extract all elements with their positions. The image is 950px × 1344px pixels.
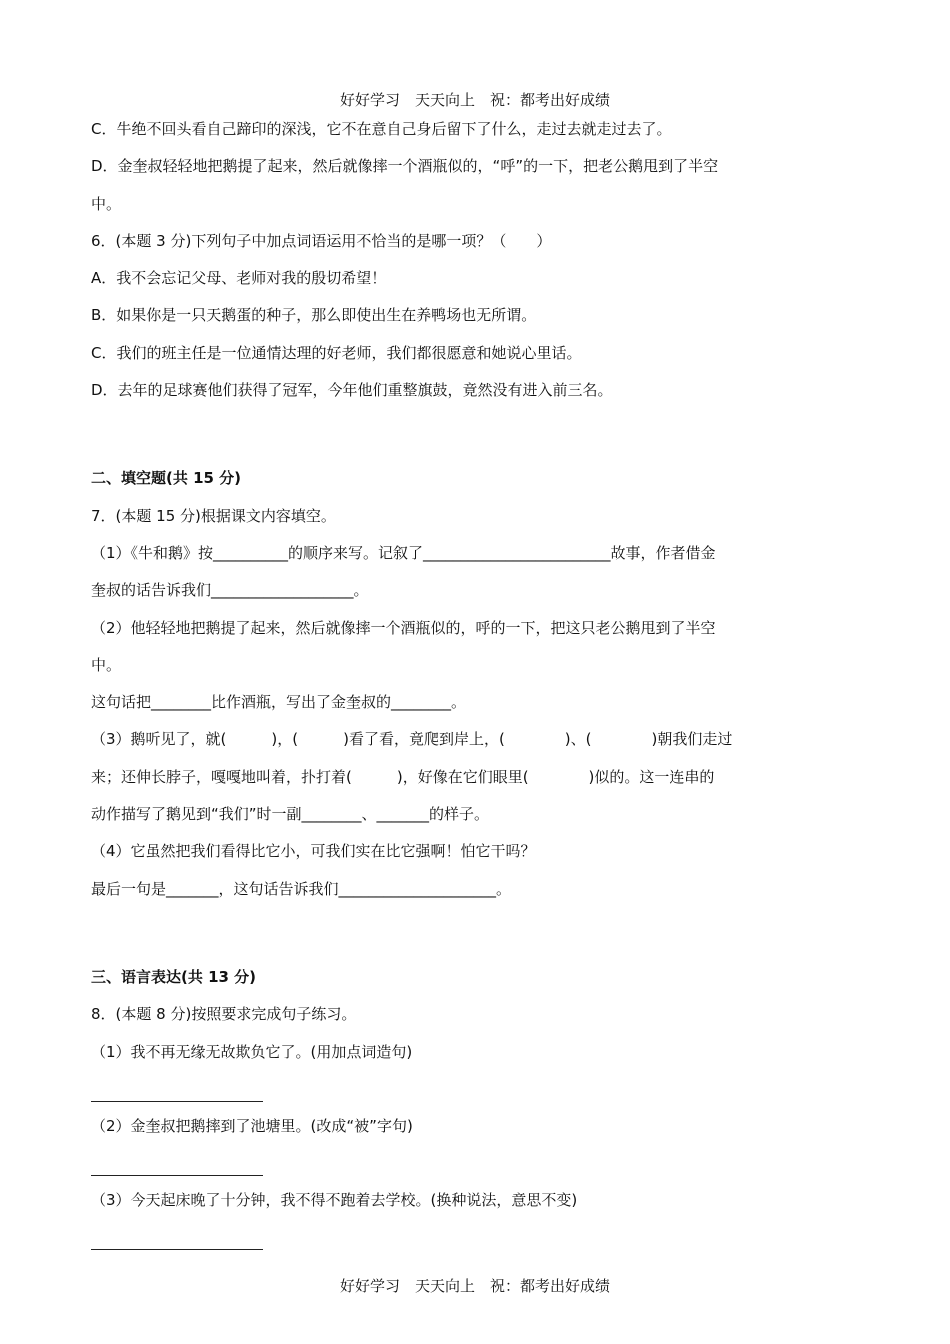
section3-title: 三、语言表达(共 13 分) (91, 967, 257, 986)
answer-line (91, 1100, 263, 1102)
q7-part2-line2: 中。 (91, 655, 122, 674)
document-body (91, 118, 791, 1263)
answer-line (91, 1248, 263, 1250)
q6-option-a: A．我不会忘记父母、老师对我的殷切希望！ (91, 269, 387, 288)
section2-title: 二、填空题(共 15 分) (91, 469, 242, 488)
q7-part3-line3: 动作描写了鹅见到“我们”时一副________、_______的样子。 (91, 805, 490, 824)
section-spacer (91, 915, 791, 966)
q8-answer2[interactable] (91, 1152, 791, 1189)
q8-answer1[interactable] (91, 1078, 791, 1115)
q8-sentence1: （1）我不再无缘无故欺负它了。(用加点词造句) (91, 1042, 413, 1061)
q7-part1-line1: （1）《牛和鹅》按__________的顺序来写。记叙了_________________________故事，作者借金 (91, 543, 716, 562)
q6-stem: 6．(本题 3 分)下列句子中加点词语运用不恰当的是哪一项？（ ） (91, 231, 552, 250)
q7-part3-line1: （3）鹅听见了，就( )，( )看了看，竟爬到岸上，( )、( )朝我们走过 (91, 730, 733, 749)
q8-stem: 8．(本题 8 分)按照要求完成句子练习。 (91, 1005, 357, 1024)
page-footer: 好好学习 天天向上 祝：都考出好成绩 (339, 1277, 610, 1295)
q7-part1-line2: 奎叔的话告诉我们___________________。 (91, 581, 369, 600)
q7-part4-line1: （4）它虽然把我们看得比它小，可我们实在比它强啊！怕它干吗？ (91, 842, 536, 861)
q8-answer3[interactable] (91, 1226, 791, 1263)
q7-part3-line2: 来；还伸长脖子，嘎嘎地叫着，扑打着( )，好像在它们眼里( )似的。这一连串的 (91, 767, 715, 786)
q6-option-d: D．去年的足球赛他们获得了冠军，今年他们重整旗鼓，竟然没有进入前三名。 (91, 381, 613, 400)
q7-part2-line3: 这句话把________比作酒瓶，写出了金奎叔的________。 (91, 693, 467, 712)
q5-option-c: C．牛绝不回头看自己蹄印的深浅，它不在意自己身后留下了什么，走过去就走过去了。 (91, 120, 672, 138)
q6-option-c: C．我们的班主任是一位通情达理的好老师，我们都很愿意和她说心里话。 (91, 343, 582, 362)
q5-option-d-line1: D．金奎叔轻轻地把鹅提了起来，然后就像摔一个酒瓶似的，“呼”的一下，把老公鹅甩到了半空 (91, 157, 719, 176)
q8-sentence2: （2）金奎叔把鹅摔到了池塘里。(改成“被”字句) (91, 1116, 413, 1135)
answer-line (91, 1174, 263, 1176)
q7-stem: 7．(本题 15 分)根据课文内容填空。 (91, 506, 336, 525)
page-header: 好好学习 天天向上 祝：都考出好成绩 (339, 91, 610, 109)
q5-option-d-line2: 中。 (91, 194, 122, 213)
q6-option-b: B．如果你是一只天鹅蛋的种子，那么即使出生在养鸭场也无所谓。 (91, 306, 537, 325)
q7-part4-line2: 最后一句是_______，这句话告诉我们_____________________。 (91, 879, 512, 898)
q7-part2-line1: （2）他轻轻地把鹅提了起来，然后就像摔一个酒瓶似的，呼的一下，把这只老公鹅甩到了半空 (91, 618, 716, 637)
q8-sentence3: （3）今天起床晚了十分钟，我不得不跑着去学校。(换种说法，意思不变) (91, 1191, 578, 1210)
section-spacer (91, 416, 791, 467)
